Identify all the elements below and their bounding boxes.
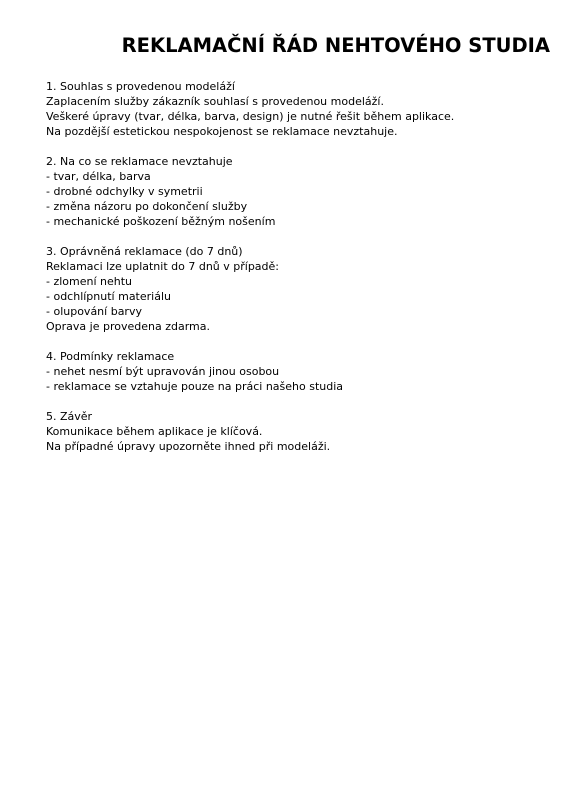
section-line: Zaplacením služby zákazník souhlasí s provedenou modeláží. [46,95,384,108]
section-line: Na případné úpravy upozorněte ihned při modeláži. [46,440,331,453]
section-line: Reklamaci lze uplatnit do 7 dnů v případě: [46,260,280,273]
section-line: - mechanické poškození běžným nošením [46,215,276,228]
section-line: - změna názoru po dokončení služby [46,200,248,213]
section-line: - odchlípnutí materiálu [46,290,171,303]
section-heading: 3. Oprávněná reklamace (do 7 dnů) [46,245,243,258]
section-line: Veškeré úpravy (tvar, délka, barva, design) je nutné řešit během aplikace. [46,110,455,123]
section-line: - drobné odchylky v symetrii [46,185,203,198]
document-body [46,79,551,469]
section-line: - nehet nesmí být upravován jinou osobou [46,365,280,378]
document-title: REKLAMAČNÍ ŘÁD NEHTOVÉHO STUDIA [121,34,550,57]
section-exclusions [46,154,551,229]
section-line: - zlomení nehtu [46,275,133,288]
section-line: - tvar, délka, barva [46,170,151,183]
section-conditions [46,349,551,394]
section-line: - olupování barvy [46,305,142,318]
section-heading: 2. Na co se reklamace nevztahuje [46,155,233,168]
section-conclusion [46,409,551,454]
section-line: Oprava je provedena zdarma. [46,320,210,333]
section-heading: 4. Podmínky reklamace [46,350,175,363]
section-consent [46,79,551,139]
section-line: - reklamace se vztahuje pouze na práci našeho studia [46,380,344,393]
section-valid-claim [46,244,551,334]
section-heading: 5. Závěr [46,410,93,423]
section-line: Na pozdější estetickou nespokojenost se reklamace nevztahuje. [46,125,398,138]
section-heading: 1. Souhlas s provedenou modeláží [46,80,235,93]
section-line: Komunikace během aplikace je klíčová. [46,425,263,438]
